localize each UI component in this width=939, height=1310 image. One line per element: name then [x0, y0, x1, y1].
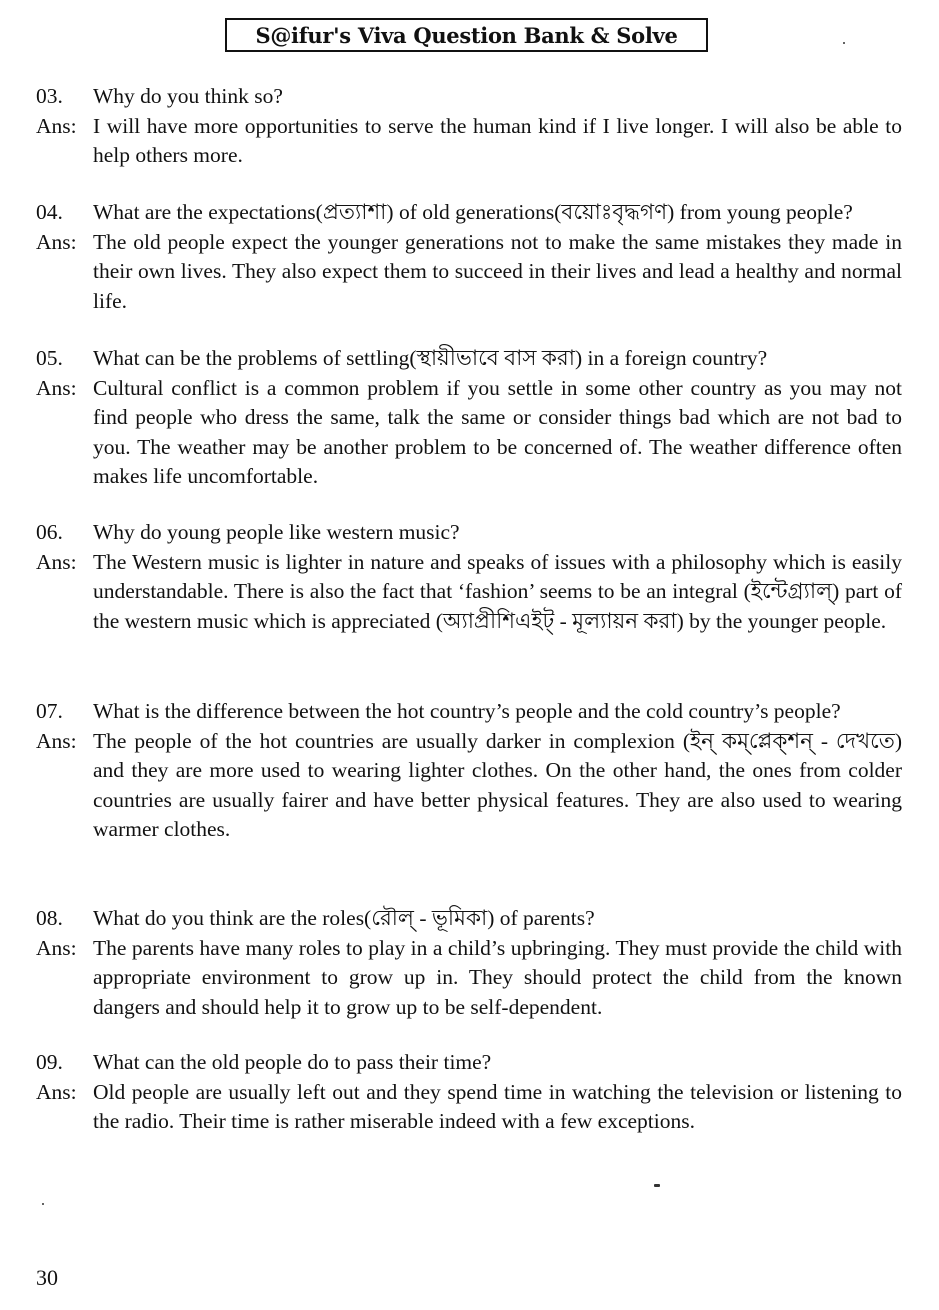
question-text: What can the old people do to pass their time? [93, 1050, 492, 1074]
question-number: 03. [36, 84, 63, 108]
answer-text: The people of the hot countries are usually darker in complexion (ইন্ কম্‌প্লেক্‌শন্ - দেখতে) and they are more used to wearing lighter clothes. On the other hand, the ones from colder countries are usually fairer and have better physical features. They are also used to wearing warmer clothes. [93, 728, 902, 841]
answer-text: The Western music is lighter in nature and speaks of issues with a philosophy which is easily understandable. There is also the fact that ‘fashion’ seems to be an integral (ইন্টেগ্র্যাল্) part of the western music which is appreciated (অ্যাপ্রীশিএইট্ - মূল্যায়ন করা) by the younger people. [93, 549, 902, 633]
qa-item-07 [36, 697, 902, 845]
qa-item-05 [36, 344, 902, 492]
question-text: What do you think are the roles(রৌল্ - ভূমিকা) of parents? [93, 906, 595, 930]
answer-text: I will have more opportunities to serve the human kind if I live longer. I will also be able to help others more. [93, 113, 902, 167]
answer-label: Ans: [36, 1079, 77, 1104]
answer-label: Ans: [36, 728, 77, 753]
ink-speck [654, 1184, 660, 1187]
answer-text: The parents have many roles to play in a child’s upbringing. They must provide the child with appropriate environment to grow up in. They should protect the child from the known dangers and should help it to grow up to be self-dependent. [93, 935, 902, 1019]
answer-label: Ans: [36, 375, 77, 400]
question-number: 06. [36, 520, 63, 544]
question-number: 07. [36, 699, 63, 723]
answer-label: Ans: [36, 935, 77, 960]
question-text: Why do young people like western music? [93, 520, 460, 544]
qa-item-06 [36, 518, 902, 636]
answer-label: Ans: [36, 549, 77, 574]
question-text: What is the difference between the hot country’s people and the cold country’s people? [93, 699, 841, 723]
question-text: What can be the problems of settling(স্থায়ীভাবে বাস করা) in a foreign country? [93, 346, 768, 370]
answer-label: Ans: [36, 229, 77, 254]
question-number: 04. [36, 200, 63, 224]
qa-item-09 [36, 1048, 902, 1137]
question-text: What are the expectations(প্রত্যাশা) of old generations(বয়োঃবৃদ্ধগণ) from young people? [93, 200, 853, 224]
ink-speck [843, 42, 845, 44]
qa-item-08 [36, 904, 902, 1022]
answer-text: Old people are usually left out and they spend time in watching the television or listening to the radio. Their time is rather miserable indeed with a few exceptions. [93, 1079, 902, 1133]
question-number: 08. [36, 906, 63, 930]
question-number: 05. [36, 346, 63, 370]
answer-text: Cultural conflict is a common problem if you settle in some other country as you may not find people who dress the same, talk the same or consider things bad which are not bad to you. The weather may be another problem to be concerned of. The weather difference often makes life uncomfortable. [93, 375, 902, 488]
qa-item-04 [36, 198, 902, 316]
answer-text: The old people expect the younger generations not to make the same mistakes they made in their own lives. They also expect them to succeed in their lives and lead a healthy and normal life. [93, 229, 902, 313]
header-title-box [225, 18, 708, 52]
answer-label: Ans: [36, 113, 77, 138]
ink-speck [42, 1203, 44, 1205]
header-title: S@ifur's Viva Question Bank & Solve [255, 22, 678, 48]
question-text: Why do you think so? [93, 84, 283, 108]
qa-item-03 [36, 82, 902, 171]
question-number: 09. [36, 1050, 63, 1074]
page-number: 30 [36, 1265, 58, 1290]
